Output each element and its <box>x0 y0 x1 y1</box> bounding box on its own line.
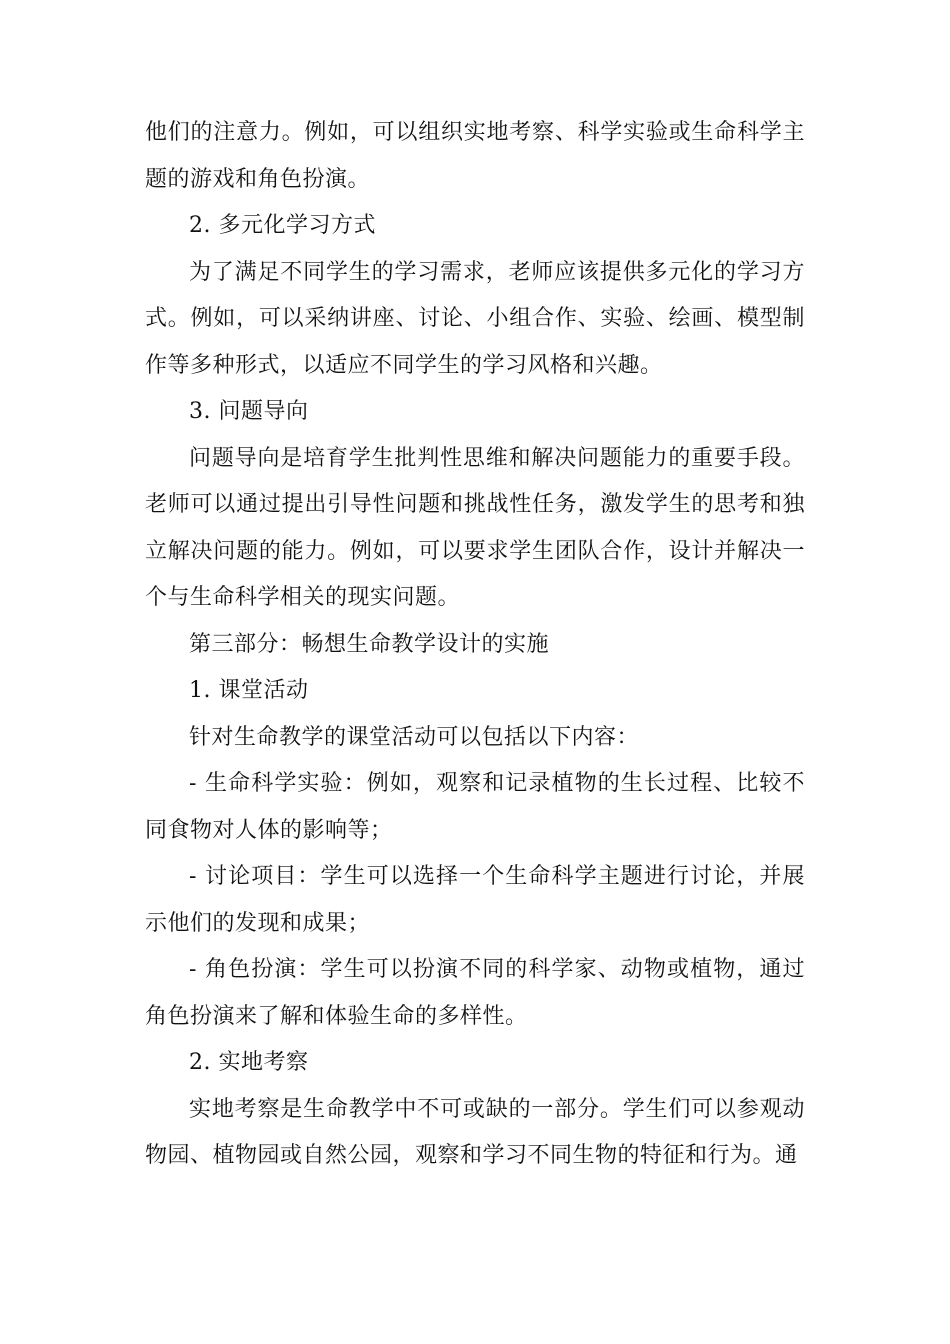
paragraph-problem-oriented: 问题导向是培育学生批判性思维和解决问题能力的重要手段。老师可以通过提出引导性问题和挑战性任务，激发学生的思考和独立解决问题的能力。例如，可以要求学生团队合作，设计并解决一个与生命科学相关的现实问题。 <box>145 445 805 610</box>
paragraph-diversified-learning: 为了满足不同学生的学习需求，老师应该提供多元化的学习方式。例如，可以采纳讲座、讨论、小组合作、实验、绘画、模型制作等多种形式，以适应不同学生的学习风格和兴趣。 <box>145 259 805 378</box>
section-heading-field-trip: 2. 实地考察 <box>189 1050 309 1075</box>
paragraph-continuation: 他们的注意力。例如，可以组织实地考察、科学实验或生命科学主题的游戏和角色扮演。 <box>145 120 805 192</box>
list-item-discussion: - 讨论项目：学生可以选择一个生命科学主题进行讨论，并展示他们的发现和成果； <box>145 864 805 936</box>
section-heading-problem-oriented: 3. 问题导向 <box>189 399 309 424</box>
section-heading-classroom-activities: 1. 课堂活动 <box>189 678 309 703</box>
section-heading-diversified-learning: 2. 多元化学习方式 <box>189 213 376 238</box>
list-item-experiment: - 生命科学实验：例如，观察和记录植物的生长过程、比较不同食物对人体的影响等； <box>145 771 805 843</box>
paragraph-field-trip: 实地考察是生命教学中不可或缺的一部分。学生们可以参观动物园、植物园或自然公园，观察和学习不同生物的特征和行为。通 <box>145 1096 805 1168</box>
paragraph-classroom-intro: 针对生命教学的课堂活动可以包括以下内容： <box>189 724 640 750</box>
document-body <box>145 110 805 1180</box>
part-heading-implementation: 第三部分：畅想生命教学设计的实施 <box>189 631 550 657</box>
list-item-role-play: - 角色扮演：学生可以扮演不同的科学家、动物或植物，通过角色扮演来了解和体验生命的多样性。 <box>145 957 805 1029</box>
